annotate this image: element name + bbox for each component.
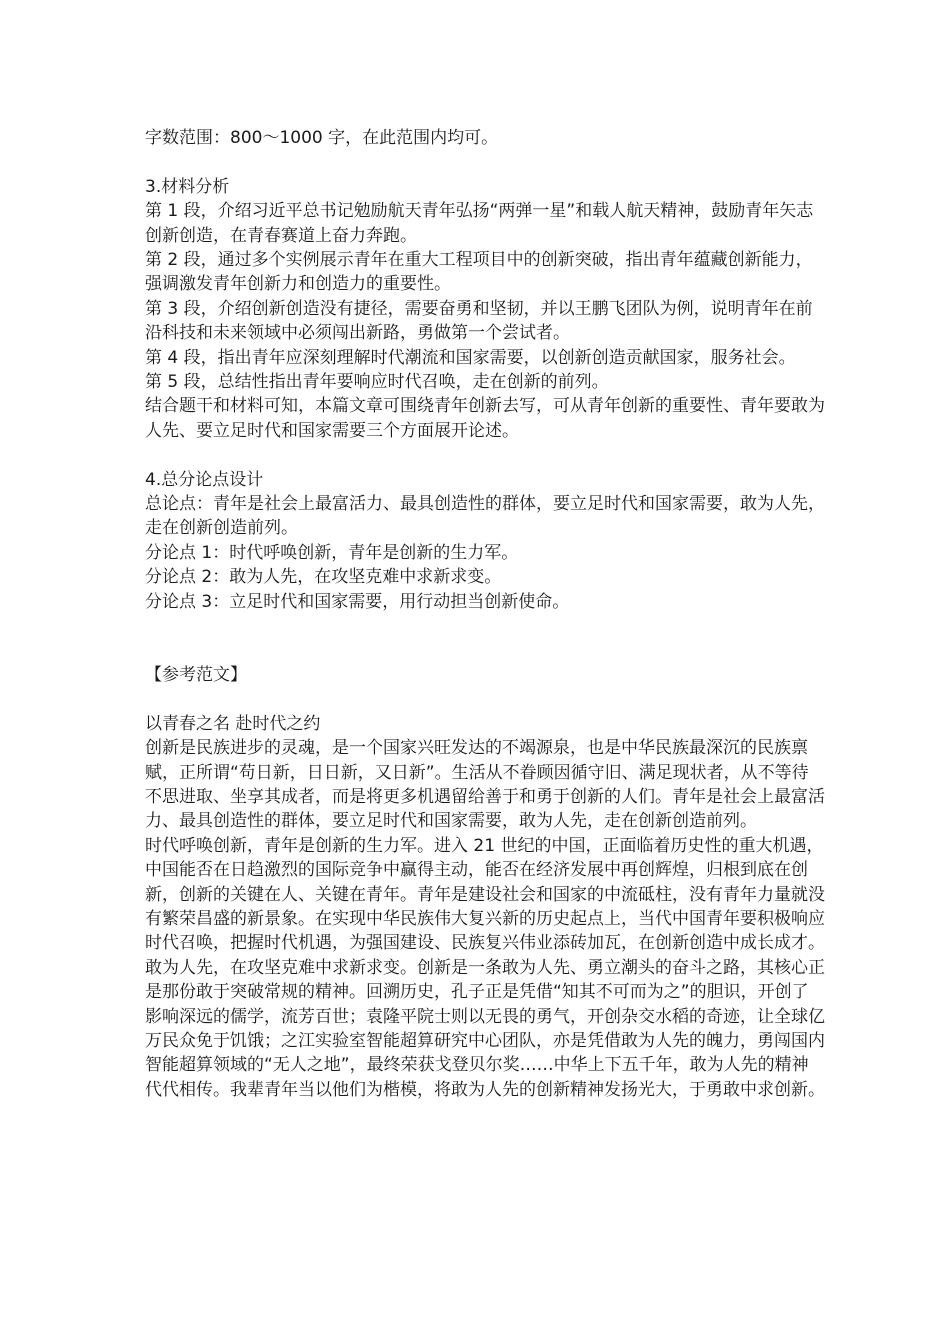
material-paragraph-5: 第 5 段，总结性指出青年要响应时代召唤，走在创新的前列。: [145, 372, 609, 393]
material-paragraph-3: 第 3 段，介绍创新创造没有捷径，需要奋勇和坚韧，并以王鹏飞团队为例，说明青年在前沿科技和未来领域中必须闯出新路，勇做第一个尝试者。: [145, 298, 813, 344]
material-paragraph-1: 第 1 段，介绍习近平总书记勉励航天青年弘扬“两弹一星”和载人航天精神，鼓励青年矢志创新创造，在青春赛道上奋力奔跑。: [145, 201, 814, 246]
sub-argument-3: 分论点 3：立足时代和国家需要，用行动担当创新使命。: [145, 591, 570, 612]
essay-paragraph-2: 时代呼唤创新，青年是创新的生力军。进入 21 世纪的中国，正面临着历史性的重大机遇，中国能否在日趋激烈的国际竞争中赢得主动，能否在经济发展中再创辉煌，归根到底在创新，创新的关键在人、关键在青年。青年是建设社会和国家的中流砥柱，没有青年力量就没有繁荣昌盛的新景象。在实现中华民族伟大复兴新的历史起点上，当代中国青年要积极响应时代召唤，把握时代机遇，为强国建设、民族复兴伟业添砖加瓦，在创新创造中成长成才。: [145, 835, 825, 954]
sub-argument-1: 分论点 1：时代呼唤创新，青年是创新的生力军。: [145, 542, 519, 563]
word-count-note: 字数范围：800～1000 字，在此范围内均可。: [145, 128, 499, 148]
document-body: [145, 126, 825, 1102]
essay-paragraph-3: 敢为人先，在攻坚克难中求新求变。创新是一条敢为人先、勇立潮头的奋斗之路，其核心正是那份敢于突破常规的精神。回溯历史，孔子正是凭借“知其不可而为之”的胆识，开创了影响深远的儒学，流芳百世；袁隆平院士则以无畏的勇气，开创杂交水稻的奇迹，让全球亿万民众免于饥饿；之江实验室智能超算研究中心团队，亦是凭借敢为人先的魄力，勇闯国内智能超算领域的“无人之地”，最终荣获戈登贝尔奖……中华上下五千年，敢为人先的精神代代相传。我辈青年当以他们为楷模，将敢为人先的创新精神发扬光大，于勇敢中求创新。: [145, 957, 825, 1100]
material-conclusion: 结合题干和材料可知，本篇文章可围绕青年创新去写，可从青年创新的重要性、青年要敢为人先、要立足时代和国家需要三个方面展开论述。: [145, 396, 825, 441]
material-paragraph-2: 第 2 段，通过多个实例展示青年在重大工程项目中的创新突破，指出青年蕴藏创新能力，强调激发青年创新力和创造力的重要性。: [145, 250, 813, 295]
sub-argument-2: 分论点 2：敢为人先，在攻坚克难中求新求变。: [145, 567, 502, 588]
main-argument: 总论点：青年是社会上最富活力、最具创造性的群体，要立足时代和国家需要，敢为人先，走在创新创造前列。: [145, 494, 825, 539]
argument-design-heading: 4.总分论点设计: [145, 469, 264, 490]
essay-title: 以青春之名 赴时代之约: [145, 713, 321, 734]
essay-paragraph-1: 创新是民族进步的灵魂，是一个国家兴旺发达的不竭源泉，也是中华民族最深沉的民族禀赋，正所谓“苟日新，日日新，又日新”。生活从不眷顾因循守旧、满足现状者，从不等待不思进取、坐享其成者，而是将更多机遇留给善于和勇于创新的人们。青年是社会上最富活力、最具创造性的群体，要立足时代和国家需要，敢为人先，走在创新创造前列。: [145, 738, 825, 832]
reference-essay-label: 【参考范文】: [145, 664, 247, 685]
material-paragraph-4: 第 4 段，指出青年应深刻理解时代潮流和国家需要，以创新创造贡献国家，服务社会。: [145, 347, 796, 368]
material-analysis-heading: 3.材料分析: [145, 176, 230, 197]
